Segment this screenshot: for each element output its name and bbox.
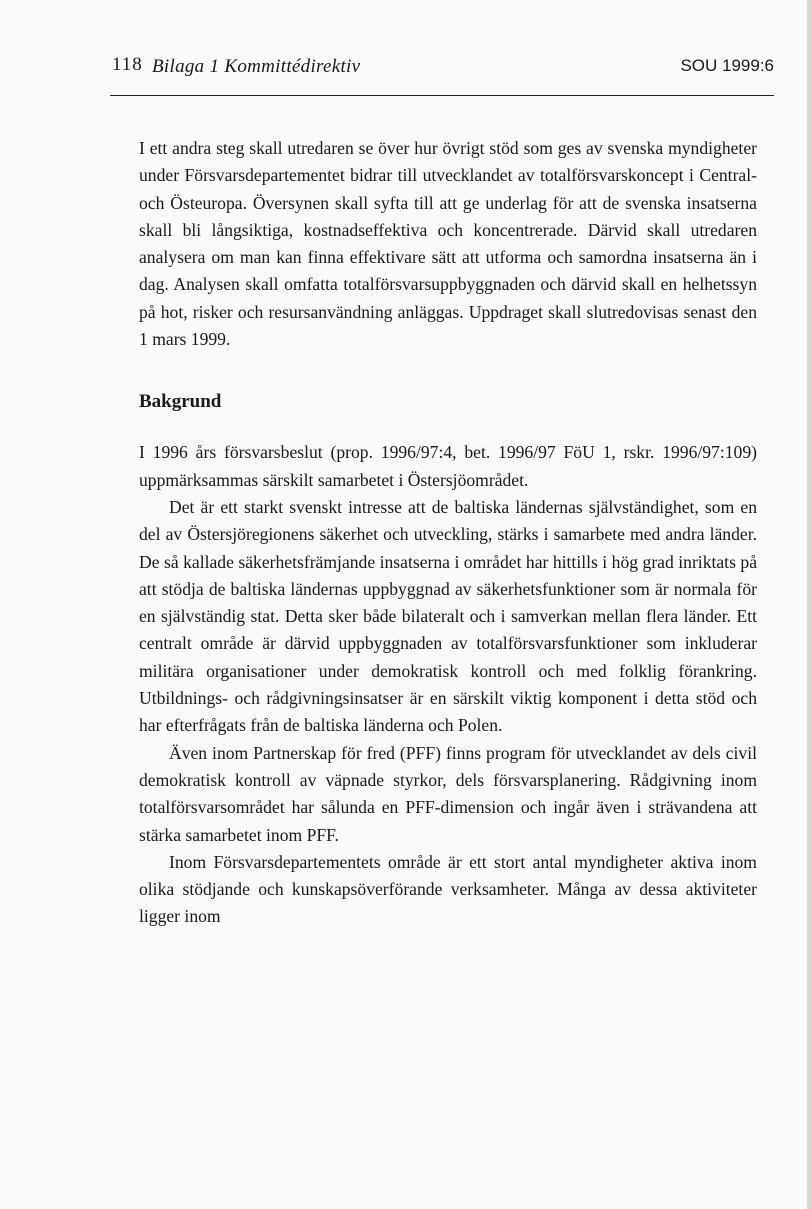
page-number: 118	[112, 54, 143, 75]
page-header	[112, 50, 774, 86]
section-heading: Bakgrund	[139, 391, 222, 413]
header-rule	[110, 95, 774, 96]
body-text	[139, 135, 757, 931]
paragraph-2: I 1996 års försvarsbeslut (prop. 1996/97:4, bet. 1996/97 FöU 1, rskr. 1996/97:109) uppmärksammas särskilt samarbetet i Östersjöområdet.	[139, 442, 757, 490]
document-id: SOU 1999:6	[680, 56, 774, 75]
paragraph-4: Även inom Partnerskap för fred (PFF) finns program för utvecklandet av dels civil demokratisk kontroll av väpnade styrkor, dels försvarsplanering. Rådgivning inom totalförsvarsområdet har sålunda en PFF-dimension och ingår även i strävandena att stärka samarbetet inom PFF.	[139, 742, 757, 845]
page-edge	[807, 0, 811, 1209]
paragraph-5: Inom Försvarsdepartementets område är ett stort antal myndigheter aktiva inom olika stödjande och kunskapsöverförande verksamheter. Många av dessa aktiviteter ligger inom	[139, 851, 757, 927]
paragraph-3: Det är ett starkt svenskt intresse att de baltiska ländernas självständighet, som en del av Östersjöregionens säkerhet och utveckling, stärks i samarbete med andra länder. De så kallade säkerhetsfrämjande insatserna i området har hittills i hög grad inriktats på att stödja de baltiska ländernas uppbyggnad av säkerhetsfunktioner som är normala för en självständig stat. Detta sker både bilateralt och i samverkan mellan flera länder. Ett centralt område är därvid uppbyggnaden av totalförsvarsfunktioner som inkluderar militära organisationer under demokratisk kontroll och med folklig förankring. Utbildnings- och rådgivningsinsatser är en särskilt viktig komponent i detta stöd och har efterfrågats från de baltiska länderna och Polen.	[139, 496, 757, 736]
paragraph-1: I ett andra steg skall utredaren se över hur övrigt stöd som ges av svenska myndigheter under Försvarsdepartementet bidrar till utvecklandet av totalförsvarskoncept i Central- och Östeuropa. Översynen skall syfta till att ge underlag för att de svenska insatserna skall bli långsiktiga, kostnadseffektiva och koncentrerade. Därvid skall utredaren analysera om man kan finna effektivare sätt att utforma och samordna insatserna än i dag. Analysen skall omfatta totalförsvarsuppbyggnaden och därvid skall en helhetssyn på hot, risker och resursanvändning anläggas. Uppdraget skall slutredovisas senast den 1 mars 1999.	[139, 138, 757, 350]
running-title: Bilaga 1 Kommittédirektiv	[152, 56, 361, 77]
